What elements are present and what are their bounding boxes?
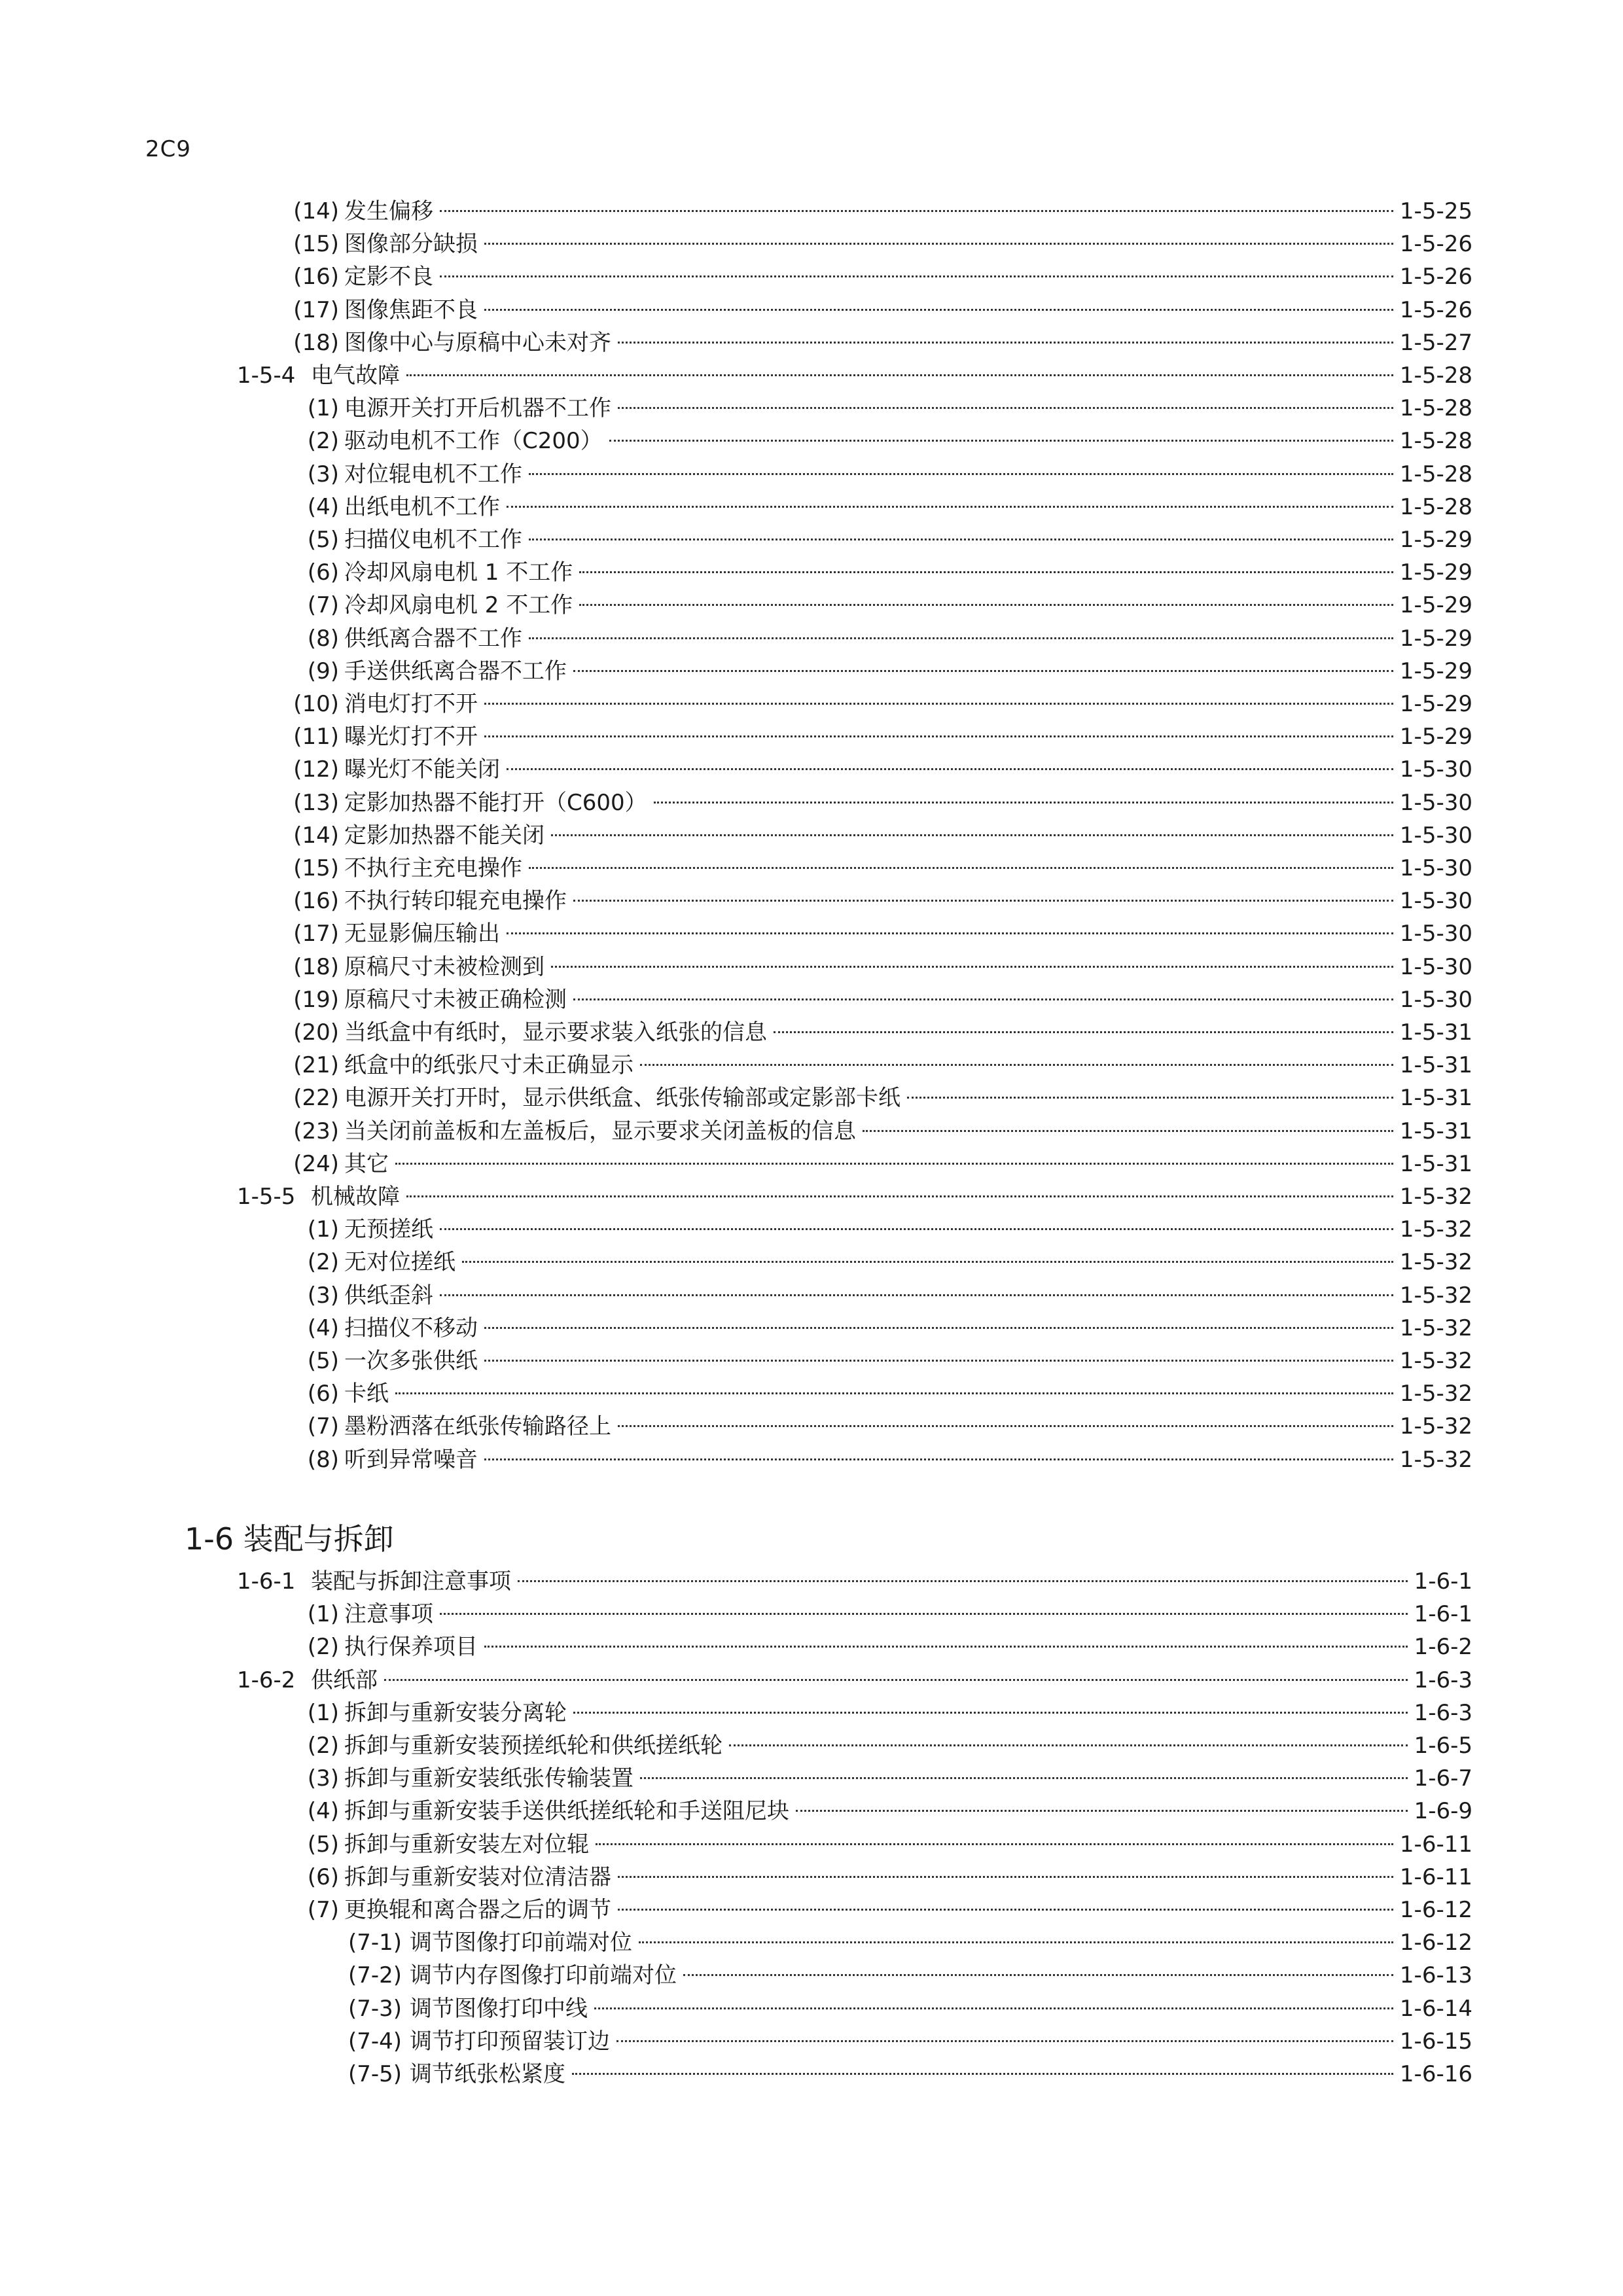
toc-entry-page: 1-5-28 — [1399, 428, 1472, 455]
toc-entry-title: 发生偏移 — [344, 198, 433, 224]
toc-entry-page: 1-5-29 — [1399, 592, 1472, 619]
toc-leader-dots — [462, 1261, 1393, 1263]
toc-entry-number: (11) — [293, 724, 339, 751]
toc-entry-page: 1-5-26 — [1399, 231, 1472, 258]
toc-entry-page: 1-5-32 — [1399, 1315, 1472, 1341]
toc-entry-title: 对位辊电机不工作 — [344, 461, 522, 487]
toc-entry-page: 1-5-30 — [1399, 953, 1472, 980]
toc-entry-page: 1-6-9 — [1414, 1798, 1472, 1825]
toc-entry-number: (7-5) — [348, 2061, 402, 2087]
toc-leader-dots — [484, 1327, 1393, 1329]
toc-entry-page: 1-5-30 — [1399, 921, 1472, 947]
toc-leader-dots — [579, 571, 1393, 573]
toc-entry-number: (6) — [307, 559, 339, 586]
toc-entry[interactable] — [293, 983, 1472, 1016]
toc-entry-number: (12) — [293, 756, 339, 783]
toc-entry-title: 扫描仪电机不工作 — [344, 527, 522, 553]
toc-leader-dots — [572, 2073, 1393, 2075]
toc-entry-number: 1-5-4 — [237, 362, 296, 389]
toc-entry[interactable] — [237, 1180, 1472, 1213]
toc-entry-page: 1-6-16 — [1399, 2061, 1472, 2087]
toc-entry[interactable] — [293, 425, 1472, 457]
toc-entry[interactable] — [348, 1926, 1472, 1959]
toc-entry-page: 1-5-28 — [1399, 395, 1472, 422]
toc-entry-page: 1-5-32 — [1399, 1446, 1472, 1473]
toc-entry-title: 装配与拆卸注意事项 — [311, 1568, 511, 1595]
toc-entry-number: (1) — [307, 395, 339, 422]
toc-entry[interactable] — [348, 2025, 1472, 2058]
toc-entry-number: (19) — [293, 986, 339, 1013]
toc-entry-page: 1-5-29 — [1399, 625, 1472, 652]
toc-entry-page: 1-5-25 — [1399, 198, 1472, 224]
toc-entry-page: 1-6-7 — [1414, 1765, 1472, 1792]
toc-entry[interactable] — [293, 556, 1472, 589]
toc-leader-dots — [529, 473, 1393, 475]
toc-entry-number: (6) — [307, 1381, 339, 1407]
toc-entry-number: (1) — [307, 1601, 339, 1628]
toc-entry[interactable] — [348, 2058, 1472, 2091]
toc-entry-number: (3) — [307, 1282, 339, 1309]
toc-leader-dots — [551, 966, 1393, 968]
toc-entry-page: 1-5-29 — [1399, 691, 1472, 717]
toc-entry[interactable] — [293, 786, 1472, 819]
toc-entry[interactable] — [293, 392, 1472, 425]
toc-entry-page: 1-5-31 — [1399, 1052, 1472, 1079]
toc-leader-dots — [654, 802, 1393, 804]
toc-entry-number: (14) — [293, 822, 339, 849]
toc-entry-title: 驱动电机不工作（C200） — [344, 428, 603, 455]
toc-leader-dots — [573, 1712, 1408, 1714]
toc-entry-number: (5) — [307, 1348, 339, 1374]
toc-entry[interactable] — [293, 1312, 1472, 1345]
toc-entry-number: (18) — [293, 329, 339, 356]
toc-entry-number: (8) — [307, 1446, 339, 1473]
toc-entry[interactable] — [293, 1279, 1472, 1312]
toc-entry-page: 1-5-32 — [1399, 1348, 1472, 1374]
toc-entry[interactable] — [293, 622, 1472, 655]
toc-entry-title: 调节图像打印中线 — [410, 1995, 588, 2022]
toc-entry-number: (21) — [293, 1052, 339, 1079]
toc-entry-title: 执行保养项目 — [344, 1634, 478, 1661]
toc-entry-number: (7) — [307, 1413, 339, 1440]
toc-entry[interactable] — [293, 1410, 1472, 1443]
toc-entry-title: 定影加热器不能打开（C600） — [344, 789, 647, 816]
toc-entry-title: 电源开关打开后机器不工作 — [344, 395, 611, 422]
toc-entry-number: (17) — [293, 296, 339, 323]
toc-leader-dots — [579, 604, 1393, 606]
toc-entry-page: 1-5-26 — [1399, 296, 1472, 323]
toc-entry-title: 更换辊和离合器之后的调节 — [344, 1897, 611, 1923]
toc-entry-page: 1-5-30 — [1399, 822, 1472, 849]
toc-entry-title: 出纸电机不工作 — [344, 493, 500, 520]
toc-entry-number: (16) — [293, 888, 339, 915]
toc-entry[interactable] — [293, 885, 1472, 917]
toc-entry-number: (20) — [293, 1019, 339, 1046]
toc-entry[interactable] — [237, 1664, 1472, 1697]
toc-entry-title: 纸盒中的纸张尺寸未正确显示 — [344, 1052, 633, 1079]
toc-entry-page: 1-5-31 — [1399, 1150, 1472, 1177]
toc-entry-page: 1-6-5 — [1414, 1733, 1472, 1759]
toc-entry-title: 供纸歪斜 — [344, 1282, 433, 1309]
toc-entry-page: 1-5-29 — [1399, 559, 1472, 586]
toc-entry-page: 1-6-12 — [1399, 1897, 1472, 1923]
toc-entry-page: 1-5-32 — [1399, 1184, 1472, 1210]
toc-leader-dots — [484, 703, 1393, 705]
toc-entry-title: 曝光灯不能关闭 — [344, 756, 500, 783]
toc-entry[interactable] — [293, 1016, 1472, 1049]
toc-leader-dots — [683, 1974, 1393, 1976]
toc-entry[interactable] — [293, 195, 1472, 228]
toc-entry-title: 原稿尺寸未被正确检测 — [344, 986, 567, 1013]
toc-entry[interactable] — [293, 852, 1472, 885]
toc-entry-page: 1-5-32 — [1399, 1282, 1472, 1309]
toc-entry-number: (5) — [307, 1831, 339, 1858]
toc-entry-page: 1-5-32 — [1399, 1216, 1472, 1243]
toc-entry-title: 原稿尺寸未被检测到 — [344, 953, 544, 980]
toc-entry-number: (22) — [293, 1085, 339, 1112]
toc-entry-title: 拆卸与重新安装左对位辊 — [344, 1831, 589, 1858]
toc-entry-page: 1-6-2 — [1414, 1634, 1472, 1661]
toc-leader-dots — [529, 637, 1393, 639]
toc-leader-dots — [440, 1613, 1408, 1615]
toc-entry-title: 不执行转印辊充电操作 — [344, 888, 567, 915]
toc-entry-title: 机械故障 — [311, 1184, 400, 1210]
toc-entry-number: (16) — [293, 264, 339, 291]
toc-entry-title: 当纸盒中有纸时，显示要求装入纸张的信息 — [344, 1019, 767, 1046]
toc-entry[interactable] — [293, 458, 1472, 491]
toc-leader-dots — [640, 1777, 1408, 1779]
toc-entry-title: 曝光灯打不开 — [344, 724, 478, 751]
toc-entry[interactable] — [293, 1246, 1472, 1279]
toc-entry[interactable] — [293, 1443, 1472, 1476]
toc-entry-title: 拆卸与重新安装手送供纸搓纸轮和手送阻尼块 — [344, 1798, 789, 1825]
toc-entry-title: 扫描仪不移动 — [344, 1315, 478, 1341]
toc-entry-title: 图像中心与原稿中心未对齐 — [344, 329, 611, 356]
toc-entry[interactable] — [293, 753, 1472, 786]
toc-entry-title: 供纸离合器不工作 — [344, 625, 522, 652]
toc-entry[interactable] — [293, 1828, 1472, 1861]
toc-entry-number: (14) — [293, 198, 339, 224]
toc-entry-title: 定影加热器不能关闭 — [344, 822, 544, 849]
toc-leader-dots — [529, 867, 1393, 869]
toc-entry-page: 1-5-30 — [1399, 789, 1472, 816]
toc-entry[interactable] — [293, 327, 1472, 359]
toc-leader-dots — [395, 1392, 1393, 1394]
toc-entry-number: (7) — [307, 592, 339, 619]
toc-leader-dots — [507, 932, 1393, 934]
toc-leader-dots — [594, 2007, 1393, 2009]
section-heading-1-6: 1-6 装配与拆卸 — [185, 1521, 394, 1557]
toc-entry[interactable] — [293, 951, 1472, 983]
toc-entry[interactable] — [293, 1861, 1472, 1894]
toc-entry-title: 电气故障 — [311, 362, 400, 389]
toc-entry-title: 手送供纸离合器不工作 — [344, 658, 567, 684]
toc-entry[interactable] — [293, 294, 1472, 327]
toc-entry-title: 调节内存图像打印前端对位 — [410, 1962, 677, 1989]
toc-entry-title: 电源开关打开时，显示供纸盒、纸张传输部或定影部卡纸 — [344, 1085, 901, 1112]
toc-entry-title: 图像部分缺损 — [344, 231, 478, 258]
toc-entry-title: 不执行主充电操作 — [344, 855, 522, 881]
toc-entry[interactable] — [293, 1697, 1472, 1729]
toc-entry-number: (7-4) — [348, 2028, 402, 2055]
toc-entry[interactable] — [348, 1992, 1472, 2025]
toc-entry[interactable] — [293, 523, 1472, 556]
toc-entry-number: (2) — [307, 1249, 339, 1276]
toc-entry-title: 无显影偏压输出 — [344, 921, 500, 947]
toc-entry[interactable] — [293, 1598, 1472, 1631]
toc-entry-title: 无预搓纸 — [344, 1216, 433, 1243]
toc-entry-number: (5) — [307, 527, 339, 553]
toc-leader-dots — [484, 309, 1393, 311]
toc-entry-number: (1) — [307, 1699, 339, 1726]
toc-entry-number: (1) — [307, 1216, 339, 1243]
toc-entry-page: 1-6-11 — [1399, 1863, 1472, 1890]
toc-leader-dots — [484, 1646, 1408, 1648]
toc-leader-dots — [573, 670, 1393, 672]
toc-entry-number: (7-2) — [348, 1962, 402, 1989]
toc-entry-number: 1-5-5 — [237, 1184, 296, 1210]
toc-leader-dots — [484, 735, 1393, 737]
toc-entry-page: 1-5-27 — [1399, 329, 1472, 356]
toc-entry-number: (3) — [307, 1765, 339, 1792]
toc-entry[interactable] — [293, 1729, 1472, 1762]
toc-entry-number: (24) — [293, 1150, 339, 1177]
toc-leader-dots — [618, 1876, 1393, 1878]
toc-entry-page: 1-5-29 — [1399, 527, 1472, 553]
toc-leader-dots — [507, 506, 1393, 508]
toc-entry-number: (10) — [293, 691, 339, 717]
toc-entry-number: (2) — [307, 428, 339, 455]
toc-entry-page: 1-5-29 — [1399, 724, 1472, 751]
toc-entry-number: (18) — [293, 953, 339, 980]
toc-entry-page: 1-5-30 — [1399, 855, 1472, 881]
toc-entry[interactable] — [348, 1959, 1472, 1992]
toc-leader-dots — [406, 374, 1393, 376]
toc-leader-dots — [907, 1097, 1393, 1099]
toc-leader-dots — [551, 834, 1393, 836]
toc-entry-page: 1-6-14 — [1399, 1995, 1472, 2022]
toc-entry[interactable] — [293, 589, 1472, 622]
toc-entry-number: (3) — [307, 461, 339, 487]
toc-leader-dots — [796, 1810, 1408, 1812]
toc-entry[interactable] — [293, 1049, 1472, 1082]
toc-entry[interactable] — [293, 491, 1472, 523]
toc-entry-page: 1-5-29 — [1399, 658, 1472, 684]
toc-leader-dots — [729, 1744, 1408, 1746]
toc-entry[interactable] — [293, 1082, 1472, 1114]
toc-entry-page: 1-5-31 — [1399, 1019, 1472, 1046]
toc-entry-page: 1-5-28 — [1399, 493, 1472, 520]
toc-leader-dots — [618, 342, 1393, 344]
toc-entry[interactable] — [293, 688, 1472, 720]
toc-leader-dots — [384, 1679, 1408, 1681]
toc-entry-page: 1-5-28 — [1399, 362, 1472, 389]
toc-entry-page: 1-5-32 — [1399, 1249, 1472, 1276]
toc-entry-number: (7) — [307, 1897, 339, 1923]
toc-entry[interactable] — [293, 260, 1472, 293]
toc-entry-title: 图像焦距不良 — [344, 296, 478, 323]
toc-entry-title: 拆卸与重新安装纸张传输装置 — [344, 1765, 633, 1792]
toc-entry[interactable] — [293, 1894, 1472, 1926]
toc-entry-title: 冷却风扇电机 2 不工作 — [344, 592, 573, 619]
toc-entry-page: 1-5-32 — [1399, 1381, 1472, 1407]
toc-entry-number: (8) — [307, 625, 339, 652]
toc-leader-dots — [529, 539, 1393, 540]
toc-leader-dots — [609, 440, 1393, 442]
toc-entry-page: 1-5-31 — [1399, 1085, 1472, 1112]
toc-leader-dots — [774, 1031, 1393, 1033]
toc-entry[interactable] — [293, 1345, 1472, 1377]
toc-entry[interactable] — [293, 1631, 1472, 1663]
toc-entry-page: 1-5-30 — [1399, 888, 1472, 915]
toc-entry-number: (13) — [293, 789, 339, 816]
toc-entry[interactable] — [293, 917, 1472, 950]
toc-entry-title: 卡纸 — [344, 1381, 389, 1407]
toc-entry-title: 当关闭前盖板和左盖板后，显示要求关闭盖板的信息 — [344, 1118, 856, 1144]
toc-entry[interactable] — [237, 1565, 1472, 1598]
toc-leader-dots — [573, 900, 1393, 902]
toc-entry-number: (4) — [307, 1315, 339, 1341]
toc-entry-number: (17) — [293, 921, 339, 947]
toc-entry-page: 1-6-15 — [1399, 2028, 1472, 2055]
toc-leader-dots — [406, 1195, 1393, 1197]
toc-entry-page: 1-6-11 — [1399, 1831, 1472, 1858]
toc-entry-title: 调节打印预留装订边 — [410, 2028, 610, 2055]
toc-entry[interactable] — [293, 1377, 1472, 1410]
toc-leader-dots — [863, 1130, 1393, 1132]
toc-entry-title: 调节纸张松紧度 — [410, 2061, 565, 2087]
toc-entry-page: 1-6-13 — [1399, 1962, 1472, 1989]
toc-entry-title: 注意事项 — [344, 1601, 433, 1628]
toc-entry-number: 1-6-2 — [237, 1667, 296, 1693]
toc-entry[interactable] — [293, 1115, 1472, 1148]
toc-entry-title: 其它 — [344, 1150, 389, 1177]
toc-leader-dots — [484, 1458, 1393, 1460]
toc-entry-page: 1-5-28 — [1399, 461, 1472, 487]
toc-entry[interactable] — [293, 228, 1472, 260]
toc-leader-dots — [484, 1360, 1393, 1362]
toc-entry-number: (7-1) — [348, 1930, 402, 1956]
toc-entry[interactable] — [293, 655, 1472, 688]
toc-entry[interactable] — [293, 819, 1472, 852]
toc-entry-page: 1-6-12 — [1399, 1930, 1472, 1956]
toc-entry-page: 1-6-3 — [1414, 1667, 1472, 1693]
toc-leader-dots — [573, 998, 1393, 1000]
toc-leader-dots — [440, 275, 1393, 277]
toc-entry[interactable] — [237, 359, 1472, 392]
toc-entry[interactable] — [293, 1213, 1472, 1246]
toc-entry[interactable] — [293, 720, 1472, 753]
toc-entry-number: (23) — [293, 1118, 339, 1144]
toc-entry-title: 墨粉洒落在纸张传输路径上 — [344, 1413, 611, 1440]
toc-leader-dots — [596, 1843, 1393, 1845]
toc-entry-page: 1-6-3 — [1414, 1699, 1472, 1726]
toc-entry-title: 供纸部 — [311, 1667, 378, 1693]
toc-entry-page: 1-5-30 — [1399, 986, 1472, 1013]
toc-entry-page: 1-5-32 — [1399, 1413, 1472, 1440]
toc-entry-page: 1-5-26 — [1399, 264, 1472, 291]
toc-entry[interactable] — [293, 1148, 1472, 1180]
toc-leader-dots — [639, 1941, 1393, 1943]
toc-entry-title: 无对位搓纸 — [344, 1249, 455, 1276]
toc-entry-number: (9) — [307, 658, 339, 684]
toc-entry-title: 调节图像打印前端对位 — [410, 1930, 632, 1956]
toc-entry-number: (2) — [307, 1733, 339, 1759]
toc-entry-title: 拆卸与重新安装对位清洁器 — [344, 1863, 611, 1890]
toc-entry-number: (4) — [307, 1798, 339, 1825]
toc-leader-dots — [440, 1228, 1393, 1230]
toc-entry-number: 1-6-1 — [237, 1568, 296, 1595]
toc-entry-page: 1-6-1 — [1414, 1601, 1472, 1628]
toc-entry-number: (15) — [293, 231, 339, 258]
toc-entry-title: 拆卸与重新安装预搓纸轮和供纸搓纸轮 — [344, 1733, 722, 1759]
toc-entry-title: 一次多张供纸 — [344, 1348, 478, 1374]
toc-entry-page: 1-5-30 — [1399, 756, 1472, 783]
page-header-code: 2C9 — [145, 136, 192, 162]
toc-leader-dots — [640, 1064, 1393, 1066]
toc-leader-dots — [507, 768, 1393, 770]
toc-entry-page: 1-5-31 — [1399, 1118, 1472, 1144]
toc-entry-number: (6) — [307, 1863, 339, 1890]
toc-leader-dots — [618, 407, 1393, 409]
toc-entry-title: 拆卸与重新安装分离轮 — [344, 1699, 567, 1726]
toc-entry[interactable] — [293, 1762, 1472, 1795]
toc-leader-dots — [484, 243, 1393, 245]
toc-leader-dots — [616, 2040, 1393, 2042]
toc-leader-dots — [618, 1909, 1393, 1911]
toc-entry-number: (15) — [293, 855, 339, 881]
toc-entry-number: (7-3) — [348, 1995, 402, 2022]
toc-entry-title: 消电灯打不开 — [344, 691, 478, 717]
toc-entry-number: (2) — [307, 1634, 339, 1661]
toc-leader-dots — [440, 1294, 1393, 1296]
toc-entry[interactable] — [293, 1795, 1472, 1828]
toc-entry-title: 听到异常噪音 — [344, 1446, 478, 1473]
toc-leader-dots — [518, 1580, 1408, 1582]
toc-entry-title: 定影不良 — [344, 264, 433, 291]
toc-entry-title: 冷却风扇电机 1 不工作 — [344, 559, 573, 586]
toc-leader-dots — [440, 210, 1393, 212]
toc-entry-page: 1-6-1 — [1414, 1568, 1472, 1595]
toc-leader-dots — [618, 1425, 1393, 1427]
toc-leader-dots — [395, 1163, 1393, 1165]
toc-entry-number: (4) — [307, 493, 339, 520]
